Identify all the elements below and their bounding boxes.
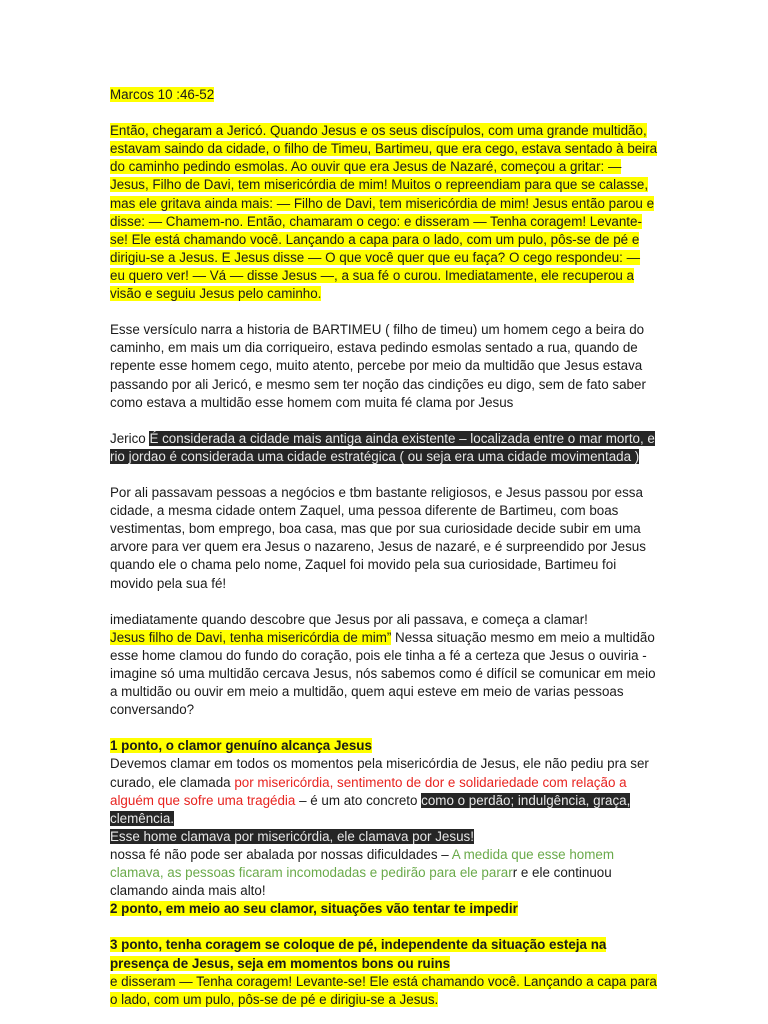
point3-heading [110, 936, 658, 972]
point1-dark-text-1: como o perdão; indulgência, graça, clemência. [110, 792, 631, 826]
point1-text-c: nossa fé não pode ser abalada por nossas dificuldades – [110, 846, 452, 862]
cry-quote: Jesus filho de Davi, tenha misericórdia de mim” [110, 629, 392, 645]
zaqueu-paragraph: Por ali passavam pessoas a negócios e tbm bastante religiosos, e Jesus passou por essa cidade, a mesma cidade ontem Zaquel, uma pessoa diferente de Bartimeu, com boas vestimentas, bom emprego, boa casa, mas que por sua curiosidade decide subir em uma arvore para ver quem era Jesus o nazareno, Jesus de nazaré, e é surpreendido por Jesus quando ele o chama pelo nome, Zaquel foi movido pela sua curiosidade, Bartimeu foi movido pela sua fé! [110, 485, 646, 591]
jerico-paragraph [110, 430, 658, 466]
cry-paragraph [110, 629, 658, 719]
jerico-note: É considerada a cidade mais antiga ainda existente – localizada entre o mar morto, e rio jordao é considerada uma cidade estratégica ( ou seja era uma cidade movimentada ) [110, 430, 655, 464]
point3-body [110, 973, 658, 1009]
point1-heading [110, 737, 658, 755]
intro-paragraph: Esse versículo narra a historia de BARTIMEU ( filho de timeu) um homem cego a beira do caminho, em mais um dia corriqueiro, estava pedindo esmolas sentado a rua, quando de repente esse homem cego, muito atento, percebe por meio da multidão que Jesus estava passando por ali Jericó, e mesmo sem ter noção das cindições eu digo, sem de fato saber como estava a multidão esse homem com muita fé clama por Jesus [110, 322, 646, 410]
point1-green-text: A medida que esse homem clamava, as pessoas ficaram incomodadas e pedirão para ele parar [110, 846, 614, 881]
point2-title: 2 ponto, em meio ao seu clamor, situações vão tentar te impedir [110, 901, 518, 917]
point1-text-b: – é um ato concreto [295, 792, 422, 808]
point3-text: e disseram — Tenha coragem! Levante-se! Ele está chamando você. Lançando a capa para o lado, com um pulo, pôs-se de pé e dirigiu-se a Jesus. [110, 973, 657, 1007]
point1-red-text: por misericórdia, sentimento de dor e solidariedade com relação a alguém que sofre uma tragédia [110, 774, 627, 808]
document-page [110, 86, 658, 1009]
point1-body [110, 755, 658, 900]
jerico-label: Jerico [110, 430, 150, 446]
point2-heading [110, 900, 658, 918]
scripture-passage [110, 122, 658, 303]
scripture-reference [110, 86, 658, 104]
scripture-reference-text: Marcos 10 :46-52 [110, 87, 215, 102]
point1-text-a: Devemos clamar em todos os momentos pela misericórdia de Jesus, ele não pediu pra ser curado, ele clamada [110, 756, 649, 790]
point1-dark-text-2: Esse home clamava por misericórdia, ele clamava por Jesus! [110, 828, 474, 844]
point1-title: 1 ponto, o clamor genuíno alcança Jesus [110, 738, 372, 754]
cry-text: Nessa situação mesmo em meio a multidão esse home clamou do fundo do coração, pois ele tinha a fé a certeza que Jesus o ouviria - imagine só uma multidão cercava Jesus, nós sabemos como é difícil se comunicar em meio a multidão ou ouvir em meio a multidão, quem aqui esteve em meio de varias pessoas conversando? [110, 629, 656, 718]
immediately-paragraph: imediatamente quando descobre que Jesus por ali passava, e começa a clamar! [110, 611, 588, 627]
point1-text-d: r e ele continuou clamando ainda mais alto! [110, 865, 612, 899]
scripture-passage-text: Então, chegaram a Jericó. Quando Jesus e os seus discípulos, com uma grande multidão, estavam saindo da cidade, o filho de Timeu, Bartimeu, que era cego, estava sentado à beira do caminho pedindo esmolas. Ao ouvir que era Jesus de Nazaré, começou a gritar: — Jesus, Filho de Davi, tem misericórdia de mim! Muitos o repreendiam para que se calasse, mas ele gritava ainda mais: — Filho de Davi, tem misericórdia de mim! Jesus então parou e disse: — Chamem-no. Então, chamaram o cego: e disseram — Tenha coragem! Levante-se! Ele está chamando você. Lançando a capa para o lado, com um pulo, pôs-se de pé e dirigiu-se a Jesus. E Jesus disse — O que você quer que eu faça? O cego respondeu: — eu quero ver! — Vá — disse Jesus —, a sua fé o curou. Imediatamente, ele recuperou a visão e seguiu Jesus pelo caminho. [110, 123, 658, 302]
point3-title: 3 ponto, tenha coragem se coloque de pé, independente da situação esteja na presença de Jesus, seja em momentos bons ou ruins [110, 937, 607, 971]
